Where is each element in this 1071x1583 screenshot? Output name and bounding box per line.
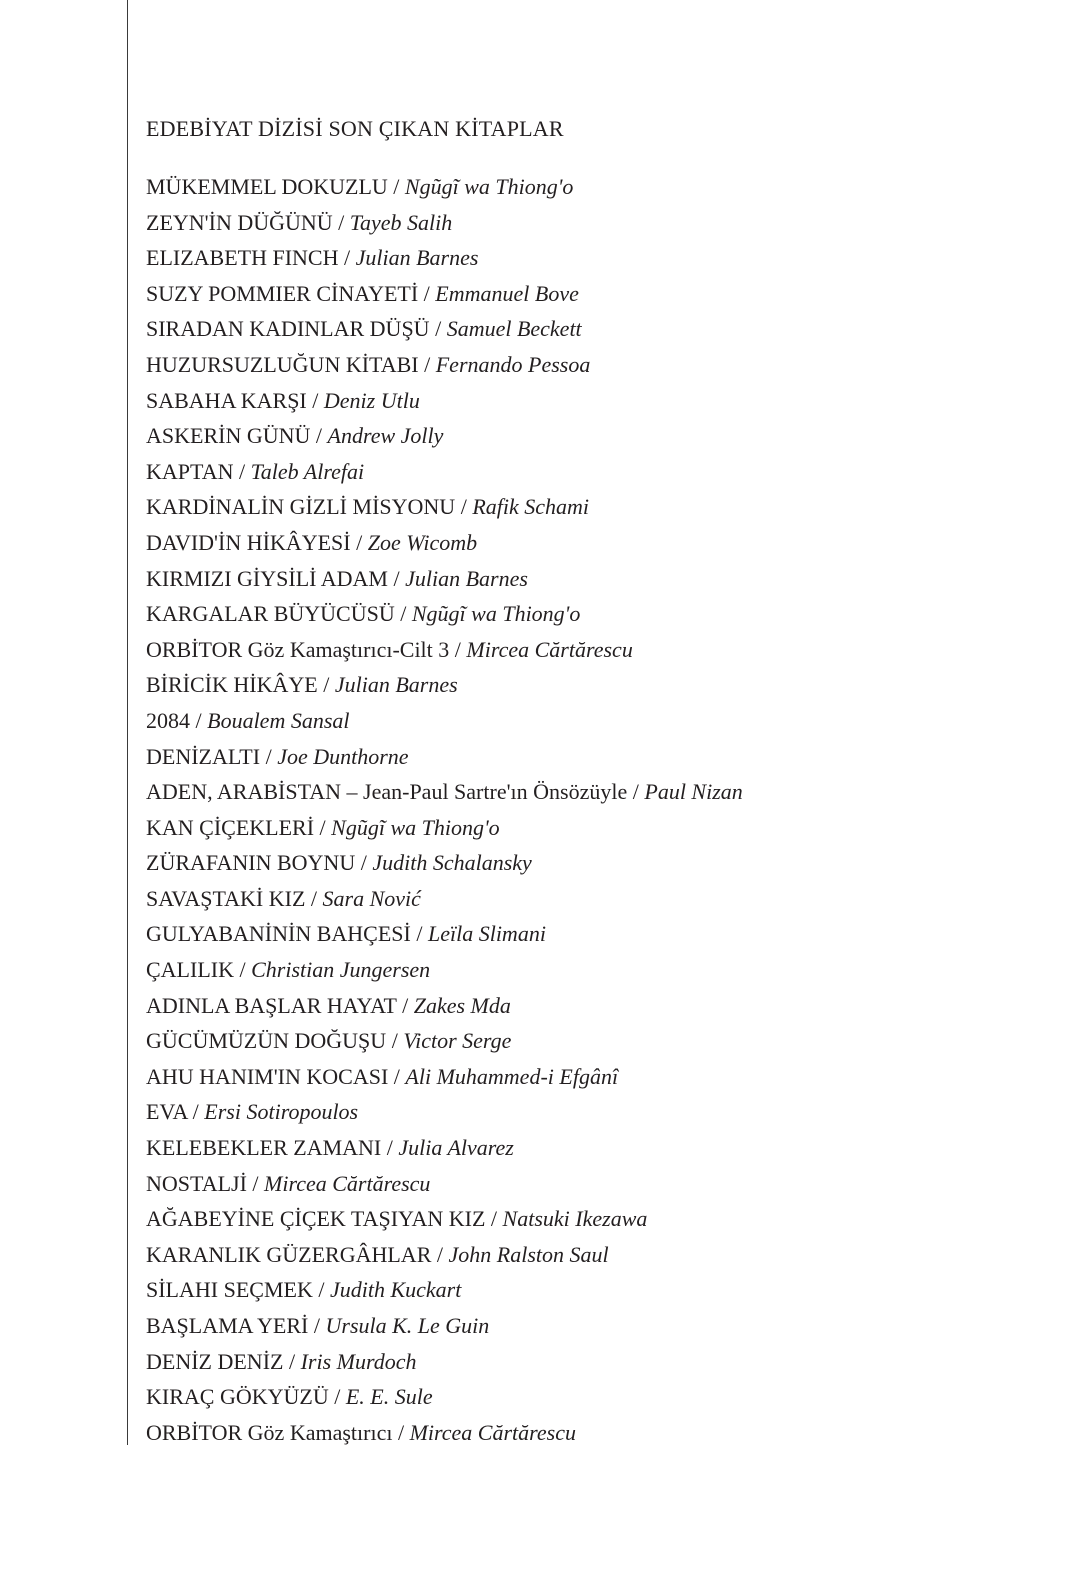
list-item [146,1023,1046,1059]
list-item [146,240,1046,276]
book-title: DENİZALTI [146,743,261,769]
book-title: ADEN, ARABİSTAN – Jean-Paul Sartre'ın Önsözüyle [146,779,628,805]
book-title: ORBİTOR Göz Kamaştırıcı-Cilt 3 [146,636,450,662]
book-author: Mircea Cărtărescu [466,636,633,662]
book-author: Mircea Cărtărescu [409,1419,576,1445]
list-item [146,703,1046,739]
list-item [146,276,1046,312]
separator: / [332,209,350,235]
book-author: Samuel Beckett [446,316,582,342]
book-title: SIRADAN KADINLAR DÜŞÜ [146,316,430,342]
book-title: HUZURSUZLUĞUN KİTABI [146,351,419,377]
separator: / [328,1384,346,1410]
list-item [146,881,1046,917]
list-item [146,739,1046,775]
margin-rule [127,0,128,1445]
list-item [146,1166,1046,1202]
book-author: Tayeb Salih [349,209,453,235]
separator: / [396,992,414,1018]
separator: / [455,494,473,520]
separator: / [283,1348,301,1374]
separator: / [485,1206,503,1232]
separator: / [387,174,405,199]
list-item [146,1272,1046,1308]
book-title: ADINLA BAŞLAR HAYAT [146,992,397,1018]
book-title: SİLAHI SEÇMEK [146,1277,313,1303]
book-title: EVA [146,1099,188,1125]
book-author: Ngũgĩ wa Thiong'o [404,174,574,199]
book-author: Natsuki Ikezawa [502,1206,648,1232]
book-author: Iris Murdoch [300,1348,417,1374]
separator: / [233,957,252,983]
book-author: Emmanuel Bove [435,280,579,306]
book-title: NOSTALJİ [146,1170,247,1196]
separator: / [394,601,412,627]
book-author: Deniz Utlu [323,387,420,413]
separator: / [627,779,645,805]
book-title: SAVAŞTAKİ KIZ [146,885,306,911]
book-author: Andrew Jolly [327,423,444,449]
list-item [146,1344,1046,1380]
book-title: SUZY POMMIER CİNAYETİ [146,280,419,306]
book-title: KARANLIK GÜZERGÂHLAR [146,1241,432,1267]
book-author: Ali Muhammed-i Efgânî [405,1063,619,1089]
list-item [146,383,1046,419]
book-author: Ersi Sotiropoulos [204,1099,359,1125]
book-author: Leïla Slimani [427,921,546,947]
book-title: GULYABANİNİN BAHÇESİ [146,921,411,947]
book-author: Joe Dunthorne [277,743,409,769]
separator: / [418,351,436,377]
book-title: ZEYN'İN DÜĞÜNÜ [146,209,333,235]
book-title: BAŞLAMA YERİ [146,1313,309,1338]
separator: / [387,565,406,591]
separator: / [308,1313,326,1338]
book-author: Julia Alvarez [398,1135,514,1161]
separator: / [312,1277,330,1303]
separator: / [190,707,208,733]
book-list [146,169,1046,1450]
book-author: Victor Serge [403,1028,512,1054]
list-item [146,1415,1046,1451]
separator: / [260,743,278,769]
list-item [146,810,1046,846]
book-title: KIRAÇ GÖKYÜZÜ [146,1384,329,1410]
book-author: Zakes Mda [413,992,511,1018]
book-title: ÇALILIK [146,957,234,983]
separator: / [338,245,356,271]
book-title: MÜKEMMEL DOKUZLU [146,174,388,199]
book-author: Christian Jungersen [251,957,431,983]
book-author: Boualem Sansal [207,707,350,733]
book-title: BİRİCİK HİKÂYE [146,672,318,698]
list-item [146,632,1046,668]
book-title: KAN ÇİÇEKLERİ [146,814,315,840]
book-title: KAPTAN [146,458,234,484]
list-item [146,454,1046,490]
separator: / [410,921,428,947]
separator: / [418,280,436,306]
book-author: Taleb Alrefai [250,458,365,484]
book-title: GÜCÜMÜZÜN DOĞUŞU [146,1028,387,1054]
book-title: SABAHA KARŞI [146,387,307,413]
separator: / [305,885,323,911]
book-author: Ngũgĩ wa Thiong'o [331,814,500,840]
book-title: DAVID'İN HİKÂYESİ [146,529,351,555]
list-item [146,845,1046,881]
book-author: Julian Barnes [334,672,458,698]
separator: / [388,1063,406,1089]
book-title: ELIZABETH FINCH [146,245,339,271]
list-item [146,1201,1046,1237]
list-item [146,1308,1046,1344]
separator: / [392,1419,410,1445]
list-item [146,418,1046,454]
book-author: Julian Barnes [355,245,479,271]
list-item [146,1130,1046,1166]
list-item [146,667,1046,703]
separator: / [381,1135,399,1161]
book-author: Sara Nović [322,885,421,911]
book-author: E. E. Sule [345,1384,433,1410]
separator: / [246,1170,265,1196]
separator: / [429,316,447,342]
separator: / [317,672,335,698]
book-title: 2084 [146,707,190,733]
separator: / [449,636,467,662]
book-author: Judith Schalansky [372,850,532,876]
list-item [146,169,1046,205]
list-item [146,311,1046,347]
book-title: KARDİNALİN GİZLİ MİSYONU [146,494,456,520]
list-item [146,205,1046,241]
list-item [146,916,1046,952]
separator: / [306,387,324,413]
book-author: Zoe Wicomb [367,529,478,555]
list-item [146,774,1046,810]
book-title: ASKERİN GÜNÜ [146,423,311,449]
list-item [146,1094,1046,1130]
book-title: ORBİTOR Göz Kamaştırıcı [146,1419,393,1445]
separator: / [233,458,251,484]
separator: / [386,1028,404,1054]
list-item [146,988,1046,1024]
list-item [146,561,1046,597]
book-title: KELEBEKLER ZAMANI [146,1135,382,1161]
list-item [146,525,1046,561]
separator: / [187,1099,205,1125]
list-item [146,1379,1046,1415]
book-title: KIRMIZI GİYSİLİ ADAM [146,565,388,591]
book-author: Paul Nizan [644,779,743,805]
book-title: AĞABEYİNE ÇİÇEK TAŞIYAN KIZ [146,1206,486,1232]
separator: / [431,1241,449,1267]
page-heading: EDEBİYAT DİZİSİ SON ÇIKAN KİTAPLAR [146,116,564,141]
separator: / [350,529,368,555]
list-item [146,952,1046,988]
list-item [146,489,1046,525]
list-item [146,1237,1046,1273]
book-list-page [146,114,1046,1450]
book-author: Rafik Schami [472,494,590,520]
list-item [146,347,1046,383]
book-title: ZÜRAFANIN BOYNU [146,850,356,876]
book-title: KARGALAR BÜYÜCÜSÜ [146,601,395,627]
book-author: Julian Barnes [405,565,528,591]
book-author: John Ralston Saul [448,1241,609,1267]
book-title: DENİZ DENİZ [146,1348,284,1374]
separator: / [310,423,328,449]
book-author: Ursula K. Le Guin [325,1313,490,1338]
book-author: Fernando Pessoa [435,351,591,377]
book-author: Judith Kuckart [329,1277,462,1303]
book-author: Mircea Cărtărescu [264,1170,431,1196]
list-item [146,596,1046,632]
book-title: AHU HANIM'IN KOCASI [146,1063,389,1089]
list-item [146,1059,1046,1095]
separator: / [355,850,373,876]
book-author: Ngũgĩ wa Thiong'o [411,601,581,627]
separator: / [314,814,332,840]
